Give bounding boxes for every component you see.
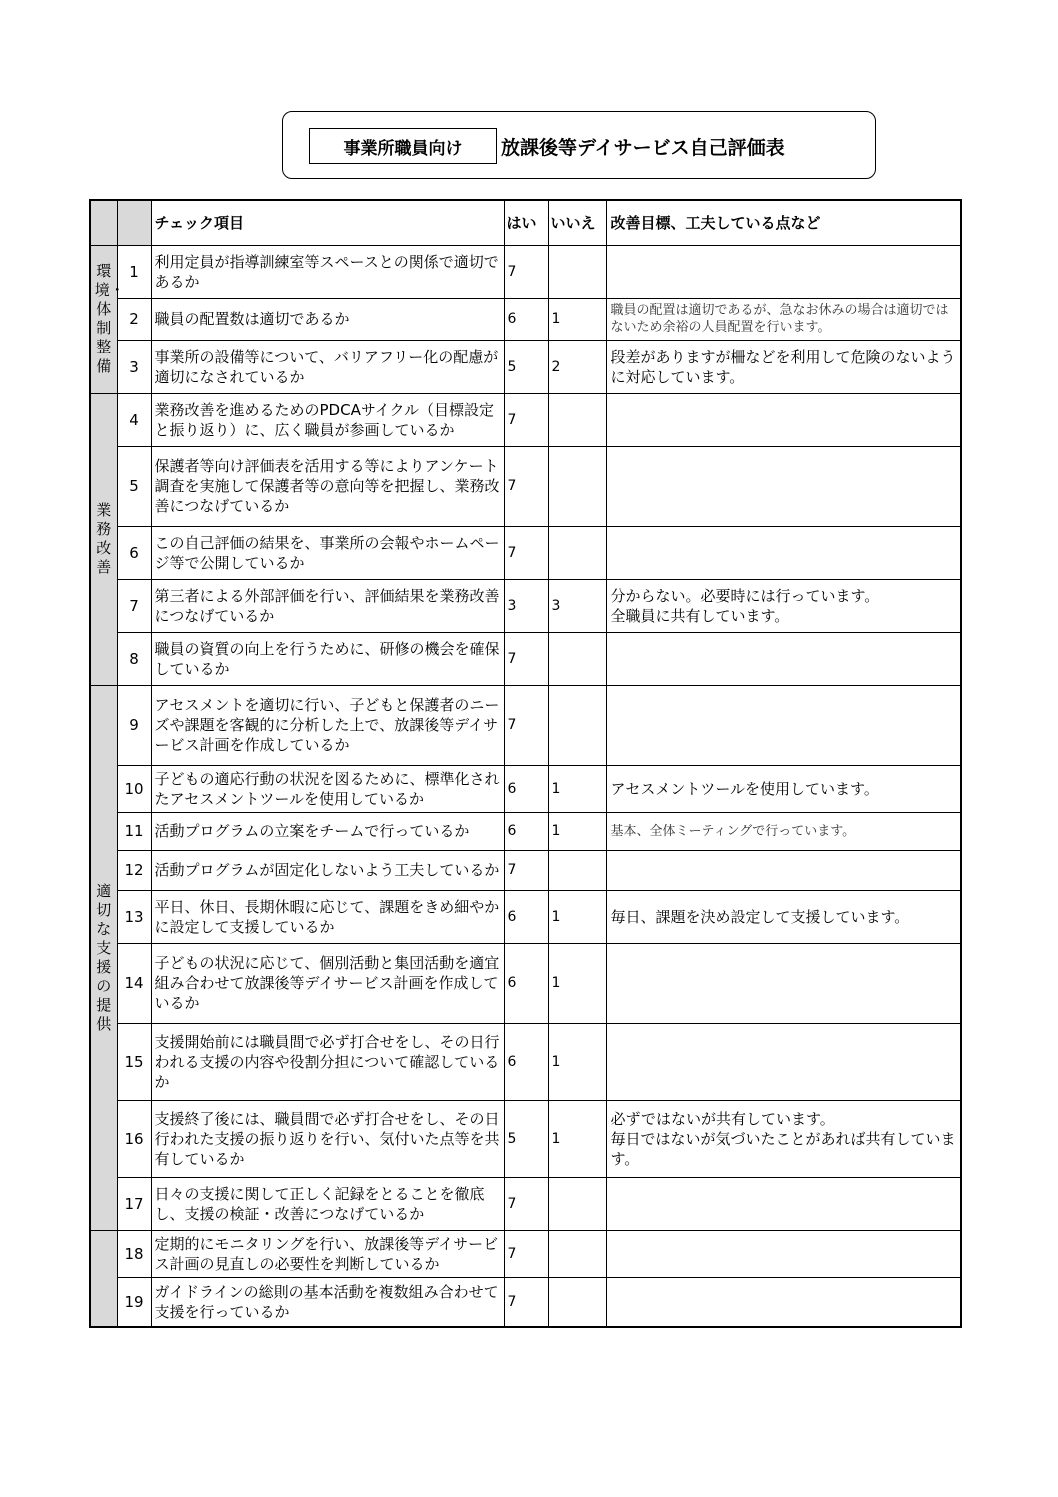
check-item	[151, 685, 504, 765]
no-count-text: 3	[551, 597, 561, 614]
yes-count-text: 7	[507, 544, 517, 561]
check-item-text: 事業所の設備等について、バリアフリー化の配慮が適切になされているか	[154, 347, 499, 386]
row-number	[117, 1277, 151, 1327]
row-number-text: 15	[124, 1052, 144, 1071]
check-item-text: 子どもの状況に応じて、個別活動と集団活動を適宜組み合わせて放課後等デイサービス計画を作成しているか	[154, 954, 500, 1012]
table-row	[90, 890, 961, 943]
row-number-text: 8	[129, 649, 139, 668]
check-item	[151, 812, 504, 850]
no-count	[548, 298, 606, 340]
no-count	[548, 765, 606, 812]
improvement-note-text: 必ずではないが共有しています。 毎日ではないが気づいたことがあれば共有しています。	[610, 1109, 956, 1168]
row-number	[117, 685, 151, 765]
yes-count-text: 3	[507, 597, 517, 614]
check-item-text: 活動プログラムの立案をチームで行っているか	[154, 822, 470, 840]
table-row	[90, 298, 961, 340]
no-count-text: 1	[551, 780, 561, 797]
no-count	[548, 1277, 606, 1327]
yes-count	[504, 526, 548, 579]
title-box	[282, 111, 876, 179]
row-number	[117, 812, 151, 850]
check-item-text: 日々の支援に関して正しく記録をとることを徹底し、支援の検証・改善につなげているか	[154, 1184, 485, 1223]
improvement-note	[606, 1023, 961, 1100]
row-number	[117, 1023, 151, 1100]
improvement-note	[606, 245, 961, 298]
yes-count-text: 7	[507, 862, 517, 878]
improvement-note-text: 毎日、課題を決め設定して支援しています。	[610, 907, 910, 926]
table-row	[90, 1177, 961, 1230]
yes-count	[504, 1230, 548, 1277]
row-number	[117, 765, 151, 812]
row-number	[117, 340, 151, 393]
row-number-text: 16	[124, 1129, 144, 1148]
yes-count-text: 7	[507, 1293, 517, 1310]
table-row	[90, 393, 961, 446]
no-count	[548, 1230, 606, 1277]
table-row	[90, 1100, 961, 1177]
no-count	[548, 245, 606, 298]
yes-count-text: 6	[507, 780, 517, 797]
check-item-text: アセスメントを適切に行い、子どもと保護者のニーズや課題を客観的に分析した上で、放課後等デイサービス計画を作成しているか	[154, 696, 500, 754]
table-row	[90, 526, 961, 579]
check-item	[151, 890, 504, 943]
audience-tag: 事業所職員向け	[309, 128, 497, 164]
check-item	[151, 298, 504, 340]
table-row	[90, 245, 961, 298]
check-item-text: 平日、休日、長期休暇に応じて、課題をきめ細やかに設定して支援しているか	[154, 897, 500, 936]
improvement-note-text: 職員の配置は適切であるが、急なお休みの場合は適切ではないため余裕の人員配置を行います。	[610, 303, 949, 335]
check-item	[151, 245, 504, 298]
row-number-text: 14	[124, 974, 144, 992]
check-item-text: 職員の資質の向上を行うために、研修の機会を確保しているか	[154, 639, 500, 678]
yes-count	[504, 632, 548, 685]
check-item-text: 活動プログラムが固定化しないよう工夫しているか	[154, 861, 500, 879]
check-item	[151, 579, 504, 632]
no-count	[548, 1023, 606, 1100]
category-label: 業務改善	[96, 501, 112, 576]
yes-count-text: 7	[507, 650, 517, 667]
row-number-text: 13	[124, 907, 144, 926]
row-number	[117, 1230, 151, 1277]
yes-count	[504, 1023, 548, 1100]
check-item-text: 第三者による外部評価を行い、評価結果を業務改善につなげているか	[154, 586, 500, 625]
table-row	[90, 943, 961, 1023]
row-number	[117, 943, 151, 1023]
category-cell	[90, 685, 117, 1230]
check-item-text: ガイドラインの総則の基本活動を複数組み合わせて支援を行っているか	[154, 1282, 499, 1321]
yes-count-text: 6	[507, 311, 517, 327]
improvement-note	[606, 943, 961, 1023]
row-number	[117, 579, 151, 632]
no-count	[548, 393, 606, 446]
no-count-text: 1	[551, 311, 561, 327]
yes-count-text: 6	[507, 975, 517, 991]
no-count	[548, 526, 606, 579]
header-note: 改善目標、工夫している点など	[606, 200, 961, 245]
check-item	[151, 446, 504, 526]
improvement-note	[606, 298, 961, 340]
category-cell	[90, 1230, 117, 1327]
yes-count-text: 7	[507, 1195, 517, 1212]
yes-count	[504, 393, 548, 446]
row-number-text: 4	[129, 410, 139, 429]
improvement-note-text: 分からない。必要時には行っています。 全職員に共有しています。	[610, 586, 880, 625]
no-count	[548, 579, 606, 632]
no-count-text: 1	[551, 1130, 561, 1147]
check-item	[151, 1277, 504, 1327]
header-no: いいえ	[548, 200, 606, 245]
row-number-text: 6	[129, 543, 139, 562]
improvement-note	[606, 890, 961, 943]
evaluation-table	[89, 199, 962, 1328]
row-number	[117, 526, 151, 579]
yes-count-text: 7	[507, 1245, 517, 1262]
category-label: 適切な支援の提供	[96, 881, 112, 1033]
check-item	[151, 1230, 504, 1277]
check-item	[151, 632, 504, 685]
header-check-item: チェック項目	[151, 200, 504, 245]
check-item-text: 支援開始前には職員間で必ず打合せをし、その日行われる支援の内容や役割分担について確認しているか	[154, 1032, 500, 1091]
improvement-note	[606, 526, 961, 579]
no-count	[548, 1100, 606, 1177]
improvement-note	[606, 812, 961, 850]
header-category	[90, 200, 117, 245]
category-cell	[90, 245, 125, 393]
yes-count-text: 6	[507, 908, 517, 925]
improvement-note	[606, 340, 961, 393]
header-row	[90, 200, 961, 245]
check-item	[151, 340, 504, 393]
yes-count	[504, 812, 548, 850]
yes-count-text: 6	[507, 1053, 517, 1070]
no-count	[548, 943, 606, 1023]
improvement-note-text: 段差がありますが柵などを利用して危険のないように対応しています。	[610, 347, 956, 386]
row-number-text: 11	[124, 822, 144, 840]
table-row	[90, 579, 961, 632]
improvement-note	[606, 1230, 961, 1277]
yes-count-text: 7	[507, 411, 517, 428]
check-item-text: 定期的にモニタリングを行い、放課後等デイサービス計画の見直しの必要性を判断しているか	[154, 1234, 499, 1273]
yes-count	[504, 340, 548, 393]
row-number-text: 5	[129, 477, 139, 495]
row-number-text: 2	[129, 310, 139, 328]
yes-count-text: 6	[507, 823, 517, 839]
table-row	[90, 1230, 961, 1277]
check-item	[151, 1100, 504, 1177]
header-yes: はい	[504, 200, 548, 245]
yes-count	[504, 943, 548, 1023]
row-number-text: 3	[129, 357, 139, 376]
yes-count	[504, 446, 548, 526]
check-item-text: 業務改善を進めるためのPDCAサイクル（目標設定と振り返り）に、広く職員が参画しているか	[154, 400, 495, 439]
check-item	[151, 393, 504, 446]
improvement-note	[606, 685, 961, 765]
row-number-text: 18	[124, 1244, 144, 1263]
improvement-note	[606, 632, 961, 685]
table-row	[90, 632, 961, 685]
yes-count-text: 7	[507, 263, 517, 280]
check-item-text: 利用定員が指導訓練室等スペースとの関係で適切であるか	[154, 252, 499, 291]
table-row	[90, 1023, 961, 1100]
no-count	[548, 890, 606, 943]
check-item	[151, 943, 504, 1023]
improvement-note	[606, 1277, 961, 1327]
improvement-note	[606, 446, 961, 526]
table-row	[90, 446, 961, 526]
row-number	[117, 298, 151, 340]
yes-count-text: 5	[507, 358, 517, 375]
row-number	[117, 1100, 151, 1177]
no-count	[548, 850, 606, 890]
check-item	[151, 850, 504, 890]
no-count-text: 1	[551, 975, 561, 991]
row-number	[117, 890, 151, 943]
no-count	[548, 446, 606, 526]
no-count	[548, 632, 606, 685]
yes-count	[504, 245, 548, 298]
table-row	[90, 685, 961, 765]
yes-count-text: 7	[507, 478, 517, 494]
check-item-text: 支援終了後には、職員間で必ず打合せをし、その日行われた支援の振り返りを行い、気付いた点等を共有しているか	[154, 1109, 500, 1168]
improvement-note	[606, 850, 961, 890]
no-count	[548, 1177, 606, 1230]
row-number-text: 10	[124, 779, 144, 798]
check-item	[151, 1023, 504, 1100]
category-cell	[90, 393, 117, 685]
check-item	[151, 526, 504, 579]
no-count-text: 1	[551, 823, 561, 839]
row-number	[117, 632, 151, 685]
table-row	[90, 1277, 961, 1327]
yes-count	[504, 890, 548, 943]
category-label: 環境・体制整備	[94, 262, 125, 375]
row-number-text: 7	[129, 596, 139, 615]
yes-count-text: 7	[507, 717, 517, 733]
no-count	[548, 812, 606, 850]
improvement-note	[606, 1100, 961, 1177]
yes-count	[504, 1100, 548, 1177]
check-item-text: 子どもの適応行動の状況を図るために、標準化されたアセスメントツールを使用しているか	[154, 769, 500, 808]
table-row	[90, 812, 961, 850]
no-count-text: 1	[551, 1053, 561, 1070]
improvement-note	[606, 765, 961, 812]
yes-count	[504, 1177, 548, 1230]
check-item	[151, 765, 504, 812]
yes-count	[504, 1277, 548, 1327]
improvement-note	[606, 1177, 961, 1230]
yes-count-text: 5	[507, 1130, 517, 1147]
no-count	[548, 685, 606, 765]
row-number-text: 1	[129, 262, 139, 281]
improvement-note-text: アセスメントツールを使用しています。	[610, 779, 879, 798]
no-count-text: 2	[551, 358, 561, 375]
row-number	[117, 1177, 151, 1230]
check-item-text: この自己評価の結果を、事業所の会報やホームページ等で公開しているか	[154, 533, 500, 572]
row-number-text: 17	[124, 1194, 144, 1213]
table-row	[90, 850, 961, 890]
improvement-note-text: 基本、全体ミーティングで行っています。	[610, 823, 856, 839]
improvement-note	[606, 393, 961, 446]
yes-count	[504, 765, 548, 812]
row-number	[117, 393, 151, 446]
check-item	[151, 1177, 504, 1230]
check-item-text: 保護者等向け評価表を活用する等によりアンケート調査を実施して保護者等の意向等を把握し、業務改善につなげているか	[154, 457, 500, 515]
no-count-text: 1	[551, 908, 561, 925]
row-number-text: 19	[124, 1292, 144, 1311]
row-number	[117, 850, 151, 890]
yes-count	[504, 298, 548, 340]
page-title: 放課後等デイサービス自己評価表	[501, 136, 785, 159]
table-row	[90, 765, 961, 812]
improvement-note	[606, 579, 961, 632]
yes-count	[504, 685, 548, 765]
yes-count	[504, 850, 548, 890]
table-row	[90, 340, 961, 393]
header-number	[117, 200, 151, 245]
check-item-text: 職員の配置数は適切であるか	[154, 310, 350, 328]
row-number-text: 12	[124, 861, 144, 879]
row-number	[117, 446, 151, 526]
row-number-text: 9	[129, 716, 139, 734]
yes-count	[504, 579, 548, 632]
no-count	[548, 340, 606, 393]
